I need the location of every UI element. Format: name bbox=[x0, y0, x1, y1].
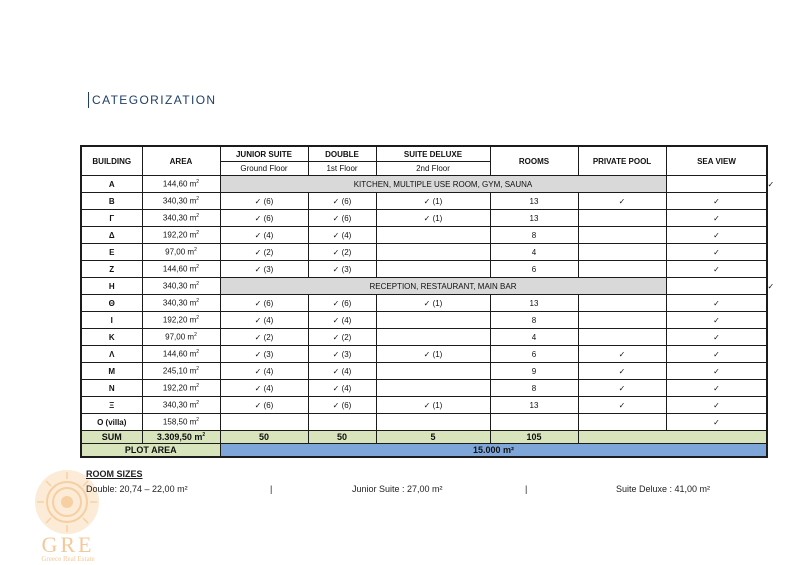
cell-building: N bbox=[81, 380, 142, 397]
cell-sea: ✓ bbox=[666, 312, 767, 329]
cell-pool bbox=[578, 312, 666, 329]
cell-rooms: 4 bbox=[490, 329, 578, 346]
cell-facilities: RECEPTION, RESTAURANT, MAIN BAR bbox=[220, 278, 666, 295]
header-rooms: ROOMS bbox=[490, 146, 578, 176]
cell-area: 340,30 $m^2$ bbox=[142, 397, 220, 414]
cell-building: B bbox=[81, 193, 142, 210]
cell-area: 97,00 $m^2$ bbox=[142, 329, 220, 346]
table-row: A 144,60 $m^2$ KITCHEN, MULTIPLE USE ROOM, GYM, SAUNA ✓ bbox=[81, 176, 767, 193]
cell-rooms: 13 bbox=[490, 397, 578, 414]
cell-double: ✓ (6) bbox=[308, 210, 376, 227]
cell-junior: ✓ (2) bbox=[220, 329, 308, 346]
header-double-floor: 1st Floor bbox=[308, 162, 376, 176]
gre-logo bbox=[22, 466, 112, 562]
cell-junior: ✓ (3) bbox=[220, 346, 308, 363]
cell-pool bbox=[578, 261, 666, 278]
cell-rooms bbox=[490, 414, 578, 431]
room-size-double: Double: 20,74 – 22,00 m² bbox=[86, 484, 188, 494]
plot-label: PLOT AREA bbox=[81, 444, 220, 458]
cell-building: H bbox=[81, 278, 142, 295]
cell-double: ✓ (4) bbox=[308, 363, 376, 380]
table-body bbox=[81, 176, 775, 431]
cell-pool bbox=[578, 295, 666, 312]
table-row bbox=[81, 261, 767, 278]
cell-building: E bbox=[81, 244, 142, 261]
cell-deluxe bbox=[376, 380, 490, 397]
cell-building: M bbox=[81, 363, 142, 380]
cell-area: 192,20 $m^2$ bbox=[142, 380, 220, 397]
cell-rooms: 13 bbox=[490, 210, 578, 227]
cell-junior: ✓ (4) bbox=[220, 363, 308, 380]
sum-area: 3.309,50 $m^2$ bbox=[142, 431, 220, 444]
cell-sea: ✓ bbox=[666, 210, 767, 227]
cell-building: I bbox=[81, 312, 142, 329]
cell-double: ✓ (4) bbox=[308, 380, 376, 397]
sum-label: SUM bbox=[81, 431, 142, 444]
cell-deluxe bbox=[376, 261, 490, 278]
cell-double: ✓ (4) bbox=[308, 227, 376, 244]
cell-building: K bbox=[81, 329, 142, 346]
cell-deluxe: ✓ (1) bbox=[376, 295, 490, 312]
cell-deluxe: ✓ (1) bbox=[376, 193, 490, 210]
cell-junior: ✓ (4) bbox=[220, 380, 308, 397]
header-deluxe-floor: 2nd Floor bbox=[376, 162, 490, 176]
header-double: DOUBLE bbox=[308, 146, 376, 162]
cell-pool: ✓ bbox=[578, 193, 666, 210]
cell-double bbox=[308, 414, 376, 431]
room-size-deluxe: Suite Deluxe : 41,00 m² bbox=[616, 484, 711, 494]
section-heading bbox=[88, 92, 217, 108]
cell-sea: ✓ bbox=[666, 227, 767, 244]
cell-area: 245,10 $m^2$ bbox=[142, 363, 220, 380]
cell-deluxe: ✓ (1) bbox=[376, 346, 490, 363]
logo-text: GRE bbox=[41, 532, 95, 557]
table-row bbox=[81, 295, 767, 312]
cell-junior: ✓ (6) bbox=[220, 210, 308, 227]
cell-pool bbox=[578, 414, 666, 431]
cell-area: 144,60 $m^2$ bbox=[142, 346, 220, 363]
cell-deluxe bbox=[376, 329, 490, 346]
cell-area: 97,00 $m^2$ bbox=[142, 244, 220, 261]
cell-area: 144,60 $m^2$ bbox=[142, 176, 220, 193]
cell-building: O (villa) bbox=[81, 414, 142, 431]
cell-sea: ✓ bbox=[666, 397, 767, 414]
cell-junior: ✓ (3) bbox=[220, 261, 308, 278]
cell-pool bbox=[666, 278, 767, 295]
cell-pool: ✓ bbox=[578, 363, 666, 380]
cell-area: 340,30 $m^2$ bbox=[142, 278, 220, 295]
cell-pool: ✓ bbox=[578, 346, 666, 363]
cell-rooms: 13 bbox=[490, 295, 578, 312]
table-row bbox=[81, 346, 767, 363]
cell-rooms: 8 bbox=[490, 312, 578, 329]
cell-double: ✓ (6) bbox=[308, 193, 376, 210]
cell-junior bbox=[220, 414, 308, 431]
header-building: BUILDING bbox=[81, 146, 142, 176]
table-row bbox=[81, 244, 767, 261]
header-pool: PRIVATE POOL bbox=[578, 146, 666, 176]
heading-bar bbox=[88, 92, 89, 108]
table-row: H 340,30 $m^2$ RECEPTION, RESTAURANT, MAIN BAR ✓ bbox=[81, 278, 767, 295]
categorization-table bbox=[80, 145, 775, 458]
cell-double: ✓ (3) bbox=[308, 261, 376, 278]
cell-junior: ✓ (6) bbox=[220, 295, 308, 312]
cell-rooms: 9 bbox=[490, 363, 578, 380]
cell-pool bbox=[578, 329, 666, 346]
table-row bbox=[81, 329, 767, 346]
heading-text: CATEGORIZATION bbox=[92, 93, 217, 107]
sum-empty bbox=[578, 431, 767, 444]
cell-double: ✓ (6) bbox=[308, 397, 376, 414]
cell-pool bbox=[578, 210, 666, 227]
cell-building: Ξ bbox=[81, 397, 142, 414]
cell-rooms: 4 bbox=[490, 244, 578, 261]
cell-facilities: KITCHEN, MULTIPLE USE ROOM, GYM, SAUNA bbox=[220, 176, 666, 193]
room-size-sep1: | bbox=[270, 484, 273, 494]
cell-deluxe: ✓ (1) bbox=[376, 397, 490, 414]
cell-building: Δ bbox=[81, 227, 142, 244]
cell-sea: ✓ bbox=[666, 244, 767, 261]
cell-pool bbox=[666, 176, 767, 193]
table-row bbox=[81, 380, 767, 397]
sum-rooms: 105 bbox=[490, 431, 578, 444]
room-sizes-title: ROOM SIZES bbox=[86, 469, 143, 479]
cell-building: Z bbox=[81, 261, 142, 278]
header-area: AREA bbox=[142, 146, 220, 176]
cell-pool bbox=[578, 227, 666, 244]
header-sea: SEA VIEW bbox=[666, 146, 767, 176]
cell-junior: ✓ (4) bbox=[220, 227, 308, 244]
cell-deluxe bbox=[376, 244, 490, 261]
cell-sea: ✓ bbox=[666, 193, 767, 210]
room-size-junior: Junior Suite : 27,00 m² bbox=[352, 484, 443, 494]
cell-area: 144,60 $m^2$ bbox=[142, 261, 220, 278]
cell-building: Θ bbox=[81, 295, 142, 312]
cell-building: Γ bbox=[81, 210, 142, 227]
cell-area: 192,20 $m^2$ bbox=[142, 227, 220, 244]
cell-rooms: 13 bbox=[490, 193, 578, 210]
cell-sea: ✓ bbox=[666, 261, 767, 278]
sum-row bbox=[81, 431, 767, 444]
cell-pool: ✓ bbox=[578, 380, 666, 397]
cell-double: ✓ (2) bbox=[308, 244, 376, 261]
sum-deluxe: 5 bbox=[376, 431, 490, 444]
cell-sea: ✓ bbox=[666, 346, 767, 363]
header-junior-floor: Ground Floor bbox=[220, 162, 308, 176]
cell-sea: ✓ bbox=[666, 414, 767, 431]
sum-double: 50 bbox=[308, 431, 376, 444]
table-row bbox=[81, 193, 767, 210]
cell-building: A bbox=[81, 176, 142, 193]
cell-deluxe bbox=[376, 312, 490, 329]
cell-double: ✓ (6) bbox=[308, 295, 376, 312]
header-deluxe: SUITE DELUXE bbox=[376, 146, 490, 162]
cell-sea: ✓ bbox=[666, 363, 767, 380]
logo-subtext: Greece Real Estate bbox=[41, 555, 95, 563]
cell-deluxe bbox=[376, 227, 490, 244]
cell-double: ✓ (2) bbox=[308, 329, 376, 346]
cell-deluxe bbox=[376, 414, 490, 431]
cell-area: 158,50 $m^2$ bbox=[142, 414, 220, 431]
cell-area: 192,20 $m^2$ bbox=[142, 312, 220, 329]
table-row bbox=[81, 397, 767, 414]
cell-area: 340,30 $m^2$ bbox=[142, 210, 220, 227]
cell-rooms: 8 bbox=[490, 227, 578, 244]
cell-deluxe bbox=[376, 363, 490, 380]
cell-sea: ✓ bbox=[666, 380, 767, 397]
header-junior: JUNIOR SUITE bbox=[220, 146, 308, 162]
table-row bbox=[81, 227, 767, 244]
cell-double: ✓ (3) bbox=[308, 346, 376, 363]
cell-pool bbox=[578, 244, 666, 261]
cell-pool: ✓ bbox=[578, 397, 666, 414]
cell-area: 340,30 $m^2$ bbox=[142, 295, 220, 312]
cell-building: Λ bbox=[81, 346, 142, 363]
cell-junior: ✓ (4) bbox=[220, 312, 308, 329]
cell-sea: ✓ bbox=[666, 295, 767, 312]
room-size-sep2: | bbox=[525, 484, 528, 494]
table-row bbox=[81, 414, 767, 431]
plot-row bbox=[81, 444, 767, 458]
cell-rooms: 6 bbox=[490, 346, 578, 363]
cell-junior: ✓ (2) bbox=[220, 244, 308, 261]
table-row bbox=[81, 363, 767, 380]
cell-deluxe: ✓ (1) bbox=[376, 210, 490, 227]
sum-junior: 50 bbox=[220, 431, 308, 444]
cell-rooms: 8 bbox=[490, 380, 578, 397]
cell-junior: ✓ (6) bbox=[220, 193, 308, 210]
cell-sea: ✓ bbox=[666, 329, 767, 346]
cell-junior: ✓ (6) bbox=[220, 397, 308, 414]
cell-rooms: 6 bbox=[490, 261, 578, 278]
table-row bbox=[81, 210, 767, 227]
table-row bbox=[81, 312, 767, 329]
cell-area: 340,30 $m^2$ bbox=[142, 193, 220, 210]
plot-value: 15.000 m² bbox=[220, 444, 767, 458]
cell-double: ✓ (4) bbox=[308, 312, 376, 329]
